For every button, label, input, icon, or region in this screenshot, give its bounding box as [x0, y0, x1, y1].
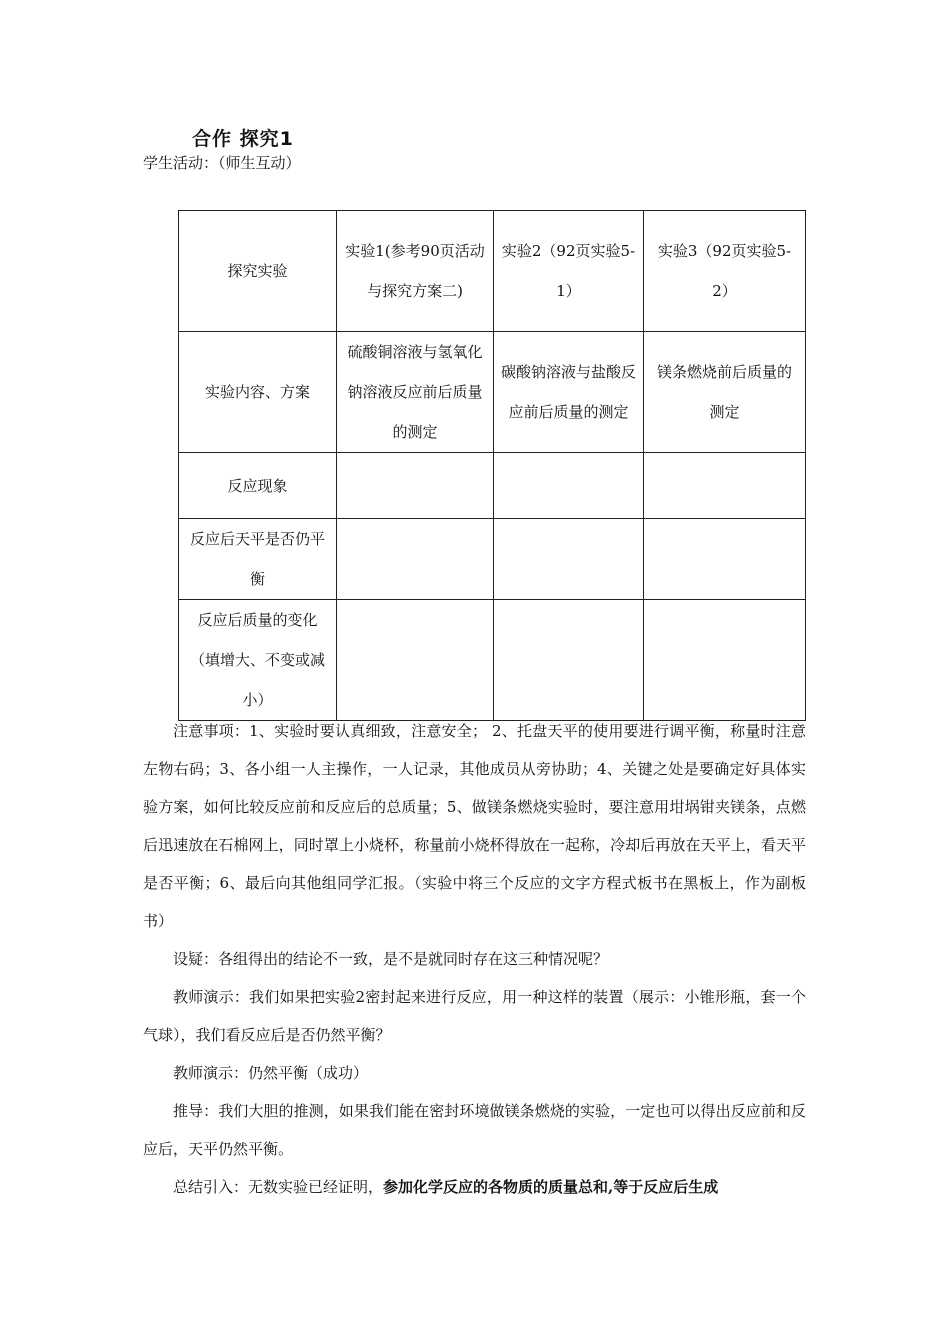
body-text [143, 712, 806, 1206]
table-cell: 碳酸钠溶液与盐酸反应前后质量的测定 [494, 332, 644, 453]
table-cell [644, 453, 806, 519]
table-cell: 硫酸铜溶液与氢氧化钠溶液反应前后质量的测定 [337, 332, 494, 453]
table-row [179, 453, 806, 519]
summary-paragraph [143, 1168, 806, 1206]
demo-paragraph: 教师演示：我们如果把实验2密封起来进行反应，用一种这样的装置（展示：小锥形瓶，套一个气球），我们看反应后是否仍然平衡？ [143, 988, 806, 1044]
table-cell: 反应后天平是否仍平衡 [179, 519, 337, 600]
table-cell: 反应后质量的变化（填增大、不变或减小） [179, 600, 337, 721]
activity-line: 学生活动：（师生互动） [143, 154, 301, 172]
experiment-table [178, 210, 806, 721]
table-row [179, 519, 806, 600]
table-row [179, 211, 806, 332]
summary-bold: 参加化学反应的各物质的质量总和,等于反应后生成 [383, 1178, 719, 1196]
table-cell: 实验3（92页实验5-2） [644, 211, 806, 332]
table-cell: 探究实验 [179, 211, 337, 332]
table-cell: 镁条燃烧前后质量的测定 [644, 332, 806, 453]
table-cell [644, 600, 806, 721]
table-cell: 实验2（92页实验5-1） [494, 211, 644, 332]
deduction-paragraph: 推导：我们大胆的推测，如果我们能在密封环境做镁条燃烧的实验，一定也可以得出反应前和反应后，天平仍然平衡。 [143, 1102, 806, 1158]
demo-result-paragraph: 教师演示：仍然平衡（成功） [173, 1064, 369, 1082]
table-row [179, 332, 806, 453]
table-row [179, 600, 806, 721]
table-cell [337, 600, 494, 721]
table-cell: 实验内容、方案 [179, 332, 337, 453]
question-paragraph: 设疑：各组得出的结论不一致，是不是就同时存在这三种情况呢？ [173, 950, 609, 968]
table-cell: 反应现象 [179, 453, 337, 519]
table-cell [494, 453, 644, 519]
table-cell [494, 600, 644, 721]
table-cell: 实验1(参考90页活动与探究方案二) [337, 211, 494, 332]
table-cell [644, 519, 806, 600]
table-cell [337, 453, 494, 519]
table-cell [494, 519, 644, 600]
section-heading: 合作 探究1 [192, 128, 294, 150]
notes-paragraph: 注意事项：1、实验时要认真细致，注意安全； 2、托盘天平的使用要进行调平衡，称量时注意左物右码；3、各小组一人主操作，一人记录，其他成员从旁协助；4、关键之处是要确定好具体实验方案，如何比较反应前和反应后的总质量；5、做镁条燃烧实验时，要注意用坩埚钳夹镁条，点燃后迅速放在石棉网上，同时罩上小烧杯，称量前小烧杯得放在一起称，冷却后再放在天平上，看天平是否平衡；6、最后向其他组同学汇报。（实验中将三个反应的文字方程式板书在黑板上，作为副板书） [143, 722, 806, 930]
table-cell [337, 519, 494, 600]
summary-prefix: 总结引入：无数实验已经证明， [173, 1178, 384, 1196]
